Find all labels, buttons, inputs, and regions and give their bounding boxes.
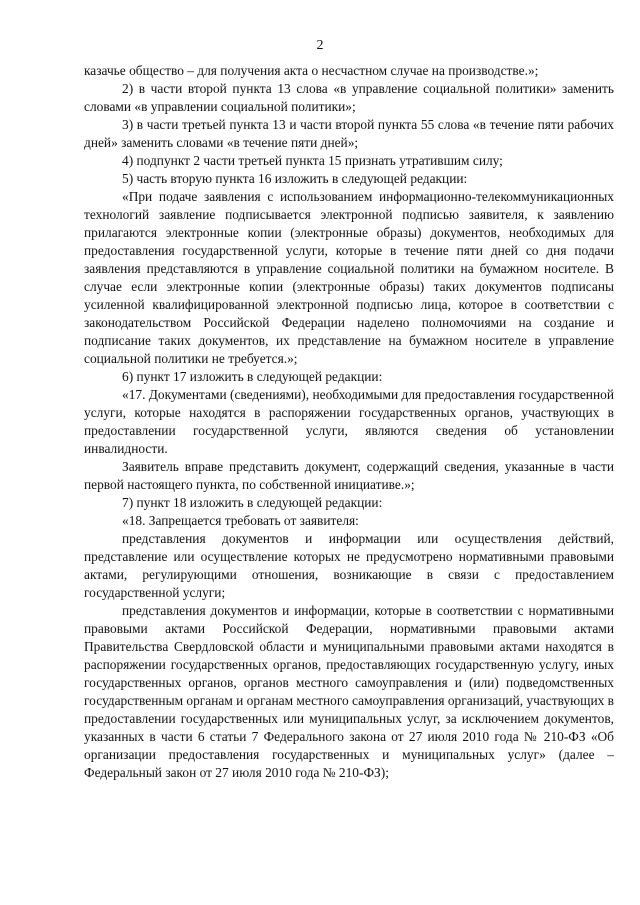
paragraph-quote-18: «18. Запрещается требовать от заявителя: — [122, 513, 359, 528]
paragraph-continuation: казачье общество – для получения акта о несчастном случае на производстве.»; — [84, 63, 539, 78]
paragraph-item-4: 4) подпункт 2 части третьей пункта 15 признать утратившим силу; — [122, 153, 503, 168]
paragraph-quote-17: «17. Документами (сведениями), необходимыми для предоставления государственной услуги, которые находятся в распоряжении государственных органов, участвующих в предоставлении государственной услуги, являются сведения об установлении инвалидности. — [84, 387, 614, 456]
paragraph-item-3: 3) в части третьей пункта 13 и части второй пункта 55 слова «в течение пяти рабочих дней» заменить словами «в течение пяти дней»; — [84, 117, 614, 150]
paragraph-item-5: 5) часть вторую пункта 16 изложить в следующей редакции: — [122, 171, 468, 186]
paragraph-applicant-right: Заявитель вправе представить документ, содержащий сведения, указанные в части первой настоящего пункта, по собственной инициативе.»; — [84, 459, 614, 492]
paragraph-item-2: 2) в части второй пункта 13 слова «в управление социальной политики» заменить словами «в управлении социальной политики»; — [84, 81, 614, 114]
document-body — [84, 62, 614, 782]
paragraph-prohibition-1: представления документов и информации или осуществления действий, представление или осуществление которых не предусмотрено нормативными правовыми актами, регулирующими отношения, возникающие в связи с предоставлением государственной услуги; — [84, 531, 614, 600]
paragraph-prohibition-2: представления документов и информации, которые в соответствии с нормативными правовыми актами Российской Федерации, нормативными правовыми актами Правительства Свердловской области и муниципальными правовыми актами находятся в распоряжении государственных органов, предоставляющих государственную услугу, иных государственных органов, органов местного самоуправления и (или) подведомственных государственным органам и органам местного самоуправления организаций, участвующих в предоставлении государственных или муниципальных услуг, за исключением документов, указанных в части 6 статьи 7 Федерального закона от 27 июля 2010 года № 210-ФЗ «Об организации предоставления государственных и муниципальных услуг» (далее – Федеральный закон от 27 июля 2010 года № 210-ФЗ); — [84, 603, 615, 780]
page-number: 2 — [316, 38, 324, 53]
paragraph-quote-16: «При подаче заявления с использованием информационно-телекоммуникационных технологий заявление подписывается электронной подписью заявителя, к заявлению прилагаются электронные копии (электронные образы) документов, необходимых для предоставления государственной услуги, которые в течение пяти дней со дня подачи заявления представляются в управление социальной политики на бумажном носителе. В случае если электронные копии (электронные образы) таких документов подписаны усиленной квалифицированной электронной подписью лица, которое в соответствии с законодательством Российской Федерации наделено полномочиями на создание и подписание таких документов, их представление на бумажном носителе в управление социальной политики не требуется.»; — [84, 189, 614, 366]
paragraph-item-7: 7) пункт 18 изложить в следующей редакции: — [122, 495, 383, 510]
paragraph-item-6: 6) пункт 17 изложить в следующей редакции: — [122, 369, 383, 384]
